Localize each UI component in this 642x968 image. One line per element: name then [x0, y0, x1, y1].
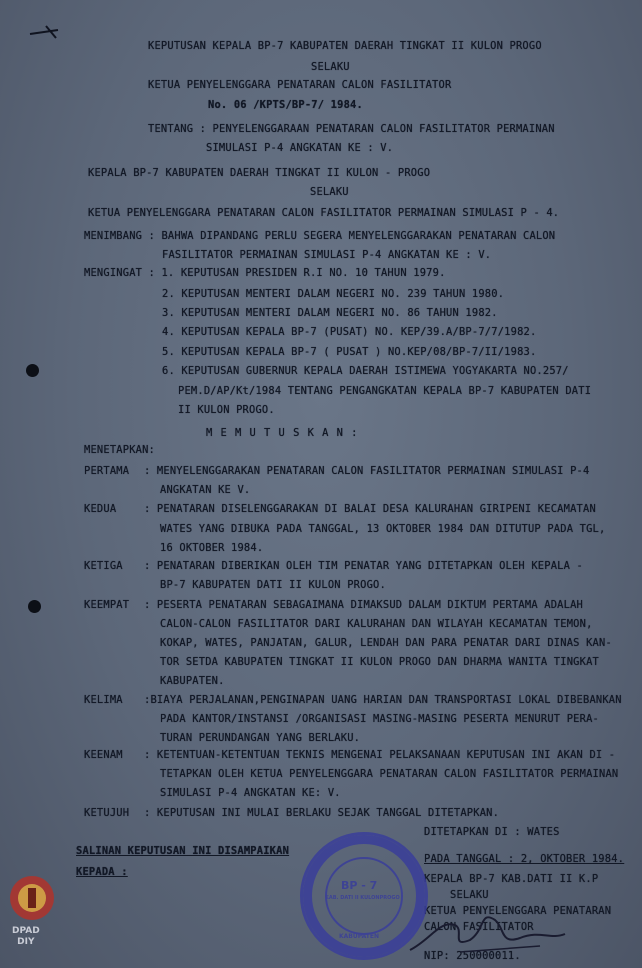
section-text: ANGKATAN KE V.: [160, 484, 251, 496]
section-text: KABUPATEN.: [160, 675, 225, 687]
section-text: SIMULASI P-4 ANGKATAN KE: V.: [160, 787, 341, 799]
punch-hole-bottom: [28, 600, 41, 613]
section-text: : KETENTUAN-KETENTUAN TEKNIS MENGENAI PELAKSANAAN KEPUTUSAN INI AKAN DI -: [144, 749, 616, 761]
stamp-center-subtext: KAB. DATI II KULONPROGO: [325, 895, 400, 901]
section-text: TETAPKAN OLEH KETUA PENYELENGGARA PENATARAN CALON FASILITATOR PERMAINAN: [160, 768, 619, 780]
section-text: : PENATARAN DISELENGGARAKAN DI BALAI DESA KALURAHAN GIRIPENI KECAMATAN: [144, 503, 596, 515]
menimbang-cont: FASILITATOR PERMAINAN SIMULASI P-4 ANGKATAN KE : V.: [162, 249, 492, 261]
signature: [400, 900, 570, 960]
decree-subject: TENTANG : PENYELENGGARAAN PENATARAN CALON FASILITATOR PERMAINAN: [148, 123, 555, 135]
mengingat-item-cont: PEM.D/AP/Kt/1984 TENTANG PENGANGKATAN KEPALA BP-7 KABUPATEN DATI: [178, 385, 592, 397]
section-label-kedua: KEDUA: [84, 503, 117, 515]
distribution-kepada: KEPADA :: [76, 866, 128, 878]
mengingat-item-cont: II KULON PROGO.: [178, 404, 275, 416]
signatory-nip: NIP: 250000011.: [424, 950, 521, 962]
signatory-role-cont: CALON FASILITATOR: [424, 921, 534, 933]
set-date: PADA TANGGAL : 2, OKTOBER 1984.: [424, 853, 625, 865]
menimbang-label: MENIMBANG : BAHWA DIPANDANG PERLU SEGERA MENYELENGGARAKAN PENATARAN CALON: [84, 230, 556, 242]
memutuskan-heading: M E M U T U S K A N :: [206, 427, 359, 439]
section-text: CALON-CALON FASILITATOR DARI KALURAHAN DAN WILAYAH KECAMATAN TEMON,: [160, 618, 593, 630]
section-text: WATES YANG DIBUKA PADA TANGGAL, 13 OKTOBER 1984 DAN DITUTUP PADA TGL,: [160, 523, 606, 535]
decree-subject-cont: SIMULASI P-4 ANGKATAN KE : V.: [206, 142, 394, 154]
section-text: :BIAYA PERJALANAN,PENGINAPAN UANG HARIAN DAN TRANSPORTASI LOKAL DIBEBANKAN: [144, 694, 622, 706]
mengingat-label: MENGINGAT : 1. KEPUTUSAN PRESIDEN R.I NO. 10 TAHUN 1979.: [84, 267, 446, 279]
section-label-keenam: KEENAM: [84, 749, 123, 761]
distribution-heading: SALINAN KEPUTUSAN INI DISAMPAIKAN: [76, 845, 290, 857]
decree-selaku: SELAKU: [311, 61, 350, 73]
issuer-role: KETUA PENYELENGGARA PENATARAN CALON FASILITATOR PERMAINAN SIMULASI P - 4.: [88, 207, 560, 219]
section-label-pertama: PERTAMA: [84, 465, 130, 477]
signatory-role: KETUA PENYELENGGARA PENATARAN: [424, 905, 612, 917]
section-text: : PESERTA PENATARAN SEBAGAIMANA DIMAKSUD DALAM DIKTUM PERTAMA ADALAH: [144, 599, 583, 611]
issuer-selaku: SELAKU: [310, 186, 349, 198]
section-text: PADA KANTOR/INSTANSI /ORGANISASI MASING-MASING PESERTA MENURUT PERA-: [160, 713, 599, 725]
section-text: TOR SETDA KABUPATEN TINGKAT II KULON PROGO DAN DHARMA WANITA TINGKAT: [160, 656, 599, 668]
menetapkan-label: MENETAPKAN:: [84, 444, 156, 456]
mengingat-item: 6. KEPUTUSAN GUBERNUR KEPALA DAERAH ISTIMEWA YOGYAKARTA NO.257/: [162, 365, 569, 377]
signatory-title: KEPALA BP-7 KAB.DATI II K.P: [424, 873, 599, 885]
mengingat-item: 3. KEPUTUSAN MENTERI DALAM NEGERI NO. 86 TAHUN 1982.: [162, 307, 498, 319]
margin-mark: [28, 22, 68, 42]
archive-logo: [6, 870, 58, 960]
mengingat-item: 2. KEPUTUSAN MENTERI DALAM NEGERI NO. 239 TAHUN 1980.: [162, 288, 505, 300]
section-text: TURAN PERUNDANGAN YANG BERLAKU.: [160, 732, 361, 744]
section-text: : KEPUTUSAN INI MULAI BERLAKU SEJAK TANGGAL DITETAPKAN.: [144, 807, 500, 819]
punch-hole-top: [26, 364, 39, 377]
section-text: BP-7 KABUPATEN DATI II KULON PROGO.: [160, 579, 386, 591]
stamp-bottom-text: KABUPATEN: [339, 933, 379, 940]
section-text: 16 OKTOBER 1984.: [160, 542, 264, 554]
section-label-ketiga: KETIGA: [84, 560, 123, 572]
section-label-kelima: KELIMA: [84, 694, 123, 706]
decree-number: No. 06 /KPTS/BP-7/ 1984.: [208, 99, 363, 111]
signatory-selaku: SELAKU: [450, 889, 489, 901]
decree-title: KEPUTUSAN KEPALA BP-7 KABUPATEN DAERAH TINGKAT II KULON PROGO: [148, 40, 542, 52]
archive-logo-text: DPAD DIY: [12, 926, 40, 947]
stamp-center-text: BP - 7: [341, 879, 378, 892]
decree-role: KETUA PENYELENGGARA PENATARAN CALON FASILITATOR: [148, 79, 452, 91]
issuer-line: KEPALA BP-7 KABUPATEN DAERAH TINGKAT II KULON - PROGO: [88, 167, 431, 179]
mengingat-item: 4. KEPUTUSAN KEPALA BP-7 (PUSAT) NO. KEP/39.A/BP-7/7/1982.: [162, 326, 537, 338]
mengingat-item: 5. KEPUTUSAN KEPALA BP-7 ( PUSAT ) NO.KEP/08/BP-7/II/1983.: [162, 346, 537, 358]
archive-emblem-icon: [6, 870, 58, 926]
set-place: DITETAPKAN DI : WATES: [424, 826, 560, 838]
section-text: : MENYELENGGARAKAN PENATARAN CALON FASILITATOR PERMAINAN SIMULASI P-4: [144, 465, 590, 477]
section-label-ketujuh: KETUJUH: [84, 807, 130, 819]
section-text: : PENATARAN DIBERIKAN OLEH TIM PENATAR YANG DITETAPKAN OLEH KEPALA -: [144, 560, 583, 572]
section-label-keempat: KEEMPAT: [84, 599, 130, 611]
section-text: KOKAP, WATES, PANJATAN, GALUR, LENDAH DAN PARA PENATAR DARI DINAS KAN-: [160, 637, 612, 649]
